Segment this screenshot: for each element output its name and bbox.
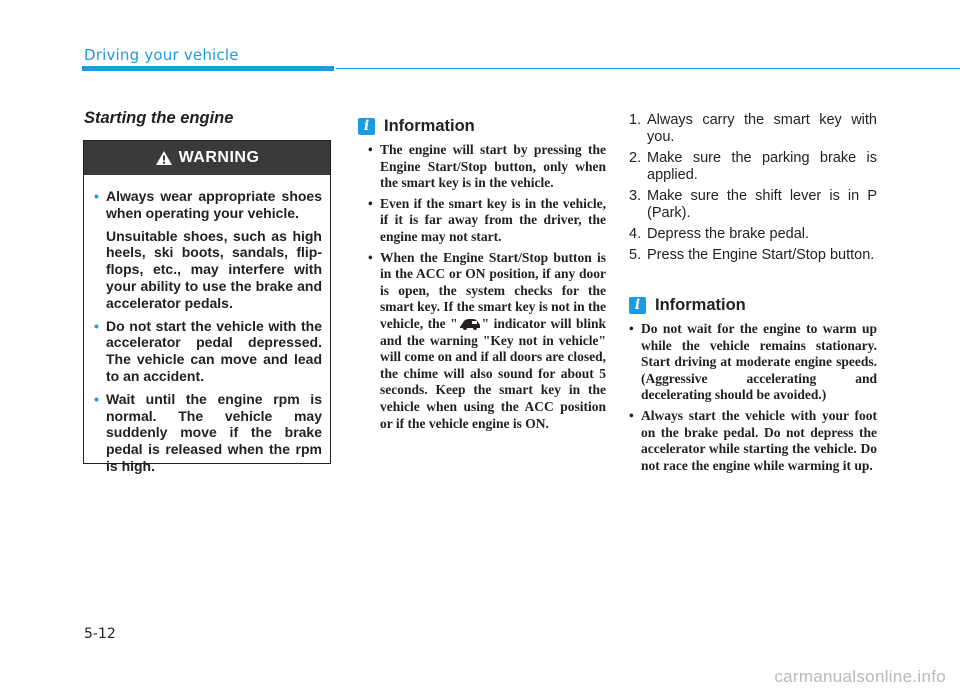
warning-label: WARNING bbox=[178, 149, 260, 166]
step-item bbox=[629, 226, 877, 243]
step-text: Make sure the shift lever is in P (Park). bbox=[647, 188, 877, 221]
warning-item bbox=[96, 391, 322, 475]
start-steps-list bbox=[629, 112, 877, 268]
warning-item bbox=[96, 318, 322, 385]
info-icon: i bbox=[358, 118, 375, 135]
warning-item bbox=[96, 188, 322, 312]
warning-text: Wait until the engine rpm is normal. The vehicle may suddenly move if the brake pedal is released when the rpm is high. bbox=[106, 390, 322, 474]
info-item: • Even if the smart key is in the vehicle, if it is far away from the driver, the engine may not start. bbox=[368, 196, 606, 246]
warning-text: Do not start the vehicle with the accelerator pedal depressed. The vehicle can move and lead to an accident. bbox=[106, 317, 322, 384]
info-text: When the Engine Start/Stop button is in the ACC or ON position, if any door is open, the system checks for the smart key. If the smart key is not in the vehicle, the " bbox=[380, 249, 606, 331]
section-title: Starting the engine bbox=[84, 109, 234, 127]
warning-box bbox=[83, 140, 331, 474]
bullet-dot: • bbox=[94, 188, 99, 204]
smart-key-indicator-icon bbox=[458, 317, 482, 331]
warning-header bbox=[84, 141, 330, 175]
step-text: Depress the brake pedal. bbox=[647, 226, 810, 242]
page-header-title: Driving your vehicle bbox=[84, 46, 239, 64]
step-number: 2. bbox=[629, 150, 642, 166]
info-item: • The engine will start by pressing the Engine Start/Stop button, only when the smart key is in the vehicle. bbox=[368, 142, 606, 192]
warning-list bbox=[84, 175, 330, 475]
info-heading-2 bbox=[629, 296, 746, 315]
step-item bbox=[629, 112, 877, 146]
info-text: " indicator will blink and the warning "Key not in vehicle" will come on and if all doors are closed, the chime will also sound for about 5 seconds. Keep the smart key in the vehicle when using the ACC position or if the vehicle engine is ON. bbox=[380, 315, 606, 431]
step-item bbox=[629, 188, 877, 222]
header-rule-thin bbox=[336, 68, 960, 69]
step-item bbox=[629, 150, 877, 184]
step-number: 4. bbox=[629, 226, 642, 242]
info-title: Information bbox=[384, 117, 475, 135]
warning-triangle-icon bbox=[155, 150, 173, 166]
info-item bbox=[368, 250, 606, 433]
info-list-1 bbox=[368, 142, 606, 436]
info-title: Information bbox=[655, 296, 746, 314]
bullet-dot: • bbox=[94, 390, 99, 407]
info-item: • Always start the vehicle with your foot on the brake pedal. Do not depress the accelerator while starting the vehicle. Do not race the engine while warming it up. bbox=[629, 408, 877, 474]
step-text: Always carry the smart key with you. bbox=[647, 112, 877, 145]
header-rule-thick bbox=[82, 66, 334, 71]
step-number: 5. bbox=[629, 247, 642, 263]
info-item: • Do not wait for the engine to warm up while the vehicle remains stationary. Start driving at moderate engine speeds. (Aggressive accelerating and decelerating should be avoided.) bbox=[629, 321, 877, 404]
step-number: 3. bbox=[629, 188, 642, 204]
step-text: Press the Engine Start/Stop button. bbox=[647, 247, 875, 263]
step-number: 1. bbox=[629, 112, 642, 128]
step-item bbox=[629, 247, 877, 264]
info-icon: i bbox=[629, 297, 646, 314]
bullet-dot: • bbox=[94, 317, 99, 334]
warning-text: Unsuitable shoes, such as high heels, ski boots, sandals, flip-flops, etc., may interfere with your ability to use the brake and accelerator pedals. bbox=[106, 227, 322, 311]
info-heading-1 bbox=[358, 117, 475, 136]
info-list-2 bbox=[629, 321, 877, 478]
page-number: 5-12 bbox=[84, 626, 116, 642]
step-text: Make sure the parking brake is applied. bbox=[647, 150, 877, 183]
warning-text: Always wear appropriate shoes when operating your vehicle. bbox=[106, 188, 322, 221]
watermark: carmanualsonline.info bbox=[774, 667, 946, 686]
